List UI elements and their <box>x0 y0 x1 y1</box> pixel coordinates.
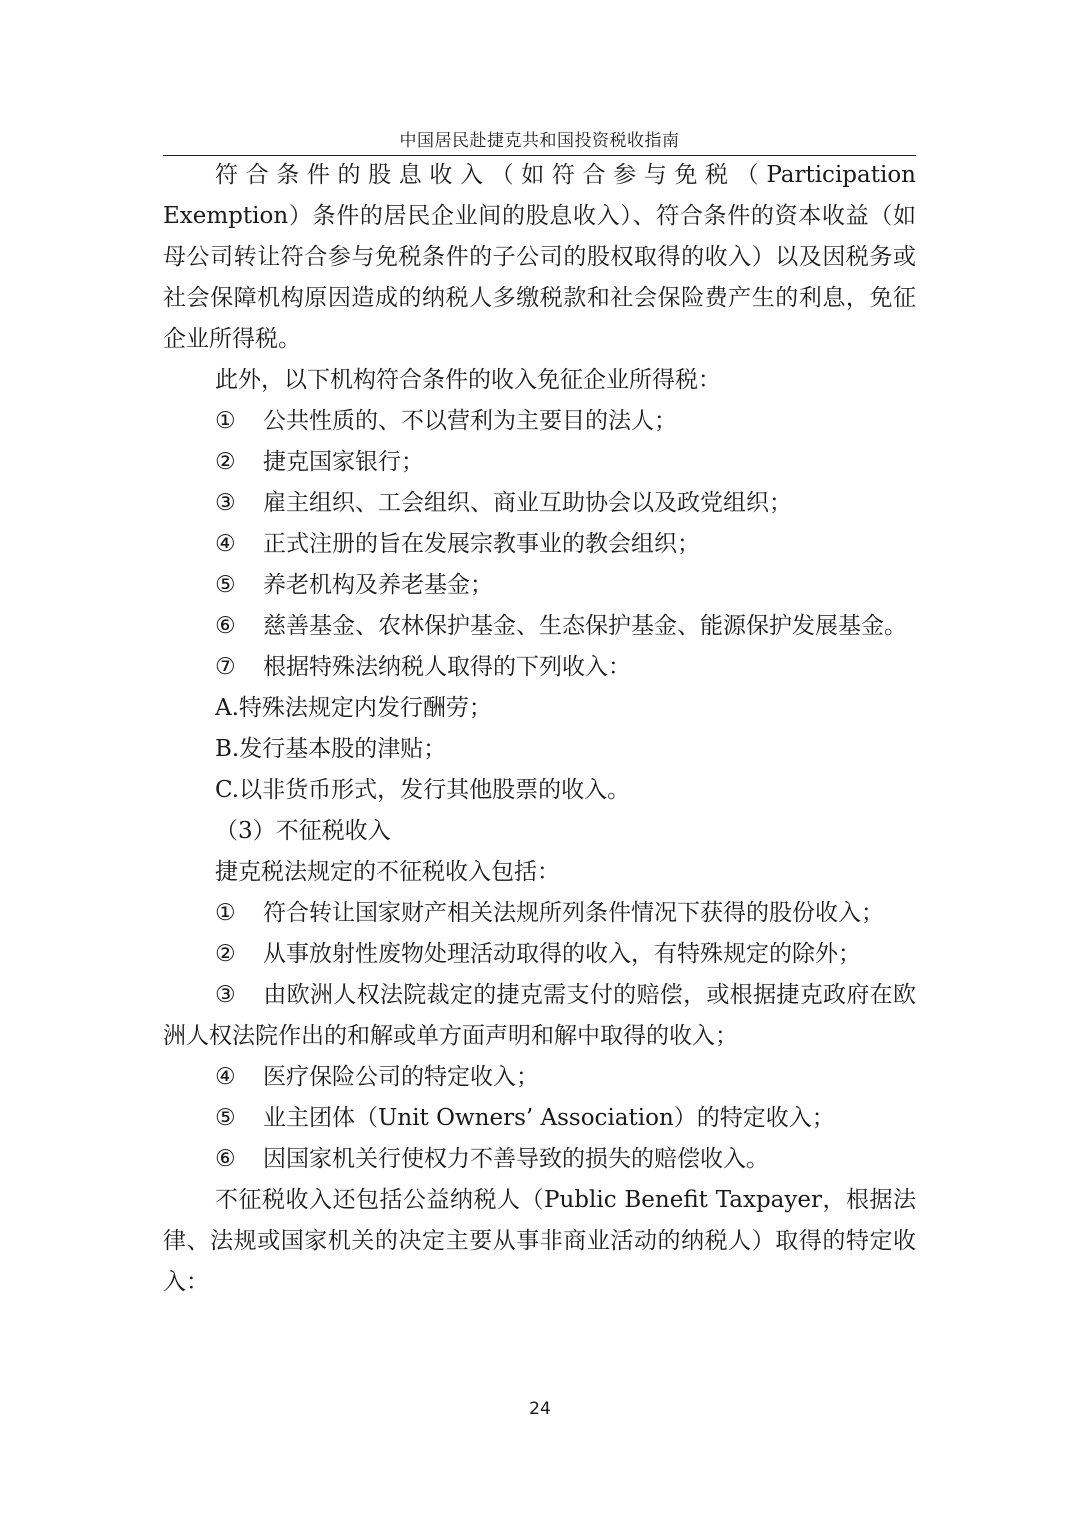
list-item-text: 由欧洲人权法院裁定的捷克需支付的赔偿，或根据捷克政府在欧洲人权法院作出的和解或单方面声明和解中取得的收入； <box>163 982 916 1049</box>
list-item-text: 符合转让国家财产相关法规所列条件情况下获得的股份收入； <box>263 900 884 926</box>
paragraph-text: 捷克税法规定的不征税收入包括： <box>215 859 560 885</box>
item-marker: ② <box>215 941 236 967</box>
paragraph-text: 此外，以下机构符合条件的收入免征企业所得税： <box>215 367 721 393</box>
list-item-text: 从事放射性废物处理活动取得的收入，有特殊规定的除外； <box>263 941 861 967</box>
item-marker: ① <box>215 408 236 434</box>
page-number: 24 <box>529 1399 551 1419</box>
sub-item-text: A.特殊法规定内发行酬劳； <box>215 695 492 721</box>
paragraph-text: 符合条件的股息收入（如符合参与免税（Participation Exemption）条件的居民企业间的股息收入）、符合条件的资本收益（如母公司转让符合参与免税条件的子公司的股权取得的收入）以及因税务或社会保障机构原因造成的纳税人多缴税款和社会保险费产生的利息，免征企业所得税。 <box>163 162 916 352</box>
paragraph <box>163 1180 916 1303</box>
paragraph <box>163 360 916 401</box>
item-marker: ⑦ <box>215 654 236 680</box>
paragraph <box>163 155 916 360</box>
item-marker: ④ <box>215 1064 236 1090</box>
list-item-text: 捷克国家银行； <box>263 449 424 475</box>
list-item <box>163 1139 916 1180</box>
list-item <box>163 647 916 688</box>
list-item <box>163 483 916 524</box>
list-item <box>163 442 916 483</box>
paragraph-text: 不征税收入还包括公益纳税人（Public Benefit Taxpayer，根据法律、法规或国家机关的决定主要从事非商业活动的纳税人）取得的特定收入： <box>163 1187 916 1295</box>
list-item-text: 因国家机关行使权力不善导致的损失的赔偿收入。 <box>263 1146 769 1172</box>
item-marker: ④ <box>215 531 236 557</box>
list-item <box>163 565 916 606</box>
item-marker: ① <box>215 900 236 926</box>
list-item-text: 公共性质的、不以营利为主要目的法人； <box>263 408 677 434</box>
list-item <box>163 401 916 442</box>
list-item-text: 业主团体（Unit Owners’ Association）的特定收入； <box>263 1105 835 1131</box>
list-item <box>163 1098 916 1139</box>
list-item <box>163 893 916 934</box>
list-item-text: 正式注册的旨在发展宗教事业的教会组织； <box>263 531 700 557</box>
item-marker: ③ <box>215 490 236 516</box>
item-marker: ⑤ <box>215 1105 236 1131</box>
section-heading-text: （3）不征税收入 <box>215 818 391 844</box>
section-heading <box>163 811 916 852</box>
list-item-text: 医疗保险公司的特定收入； <box>263 1064 539 1090</box>
list-item-text: 养老机构及养老基金； <box>263 572 493 598</box>
item-marker: ⑥ <box>215 613 236 639</box>
item-marker: ③ <box>215 982 236 1008</box>
list-item-text: 根据特殊法纳税人取得的下列收入： <box>263 654 631 680</box>
list-item-text: 雇主组织、工会组织、商业互助协会以及政党组织； <box>263 490 792 516</box>
sub-item-text: B.发行基本股的津贴； <box>215 736 447 762</box>
list-item <box>163 606 916 647</box>
item-marker: ② <box>215 449 236 475</box>
sub-item-text: C.以非货币形式，发行其他股票的收入。 <box>215 777 631 803</box>
sub-item <box>163 688 916 729</box>
item-marker: ⑥ <box>215 1146 236 1172</box>
list-item <box>163 934 916 975</box>
document-body <box>163 155 916 1303</box>
list-item-text: 慈善基金、农林保护基金、生态保护基金、能源保护发展基金。 <box>263 613 907 639</box>
sub-item <box>163 770 916 811</box>
list-item <box>163 524 916 565</box>
page-header-title: 中国居民赴捷克共和国投资税收指南 <box>399 131 680 151</box>
list-item <box>163 975 916 1057</box>
paragraph <box>163 852 916 893</box>
list-item <box>163 1057 916 1098</box>
item-marker: ⑤ <box>215 572 236 598</box>
sub-item <box>163 729 916 770</box>
